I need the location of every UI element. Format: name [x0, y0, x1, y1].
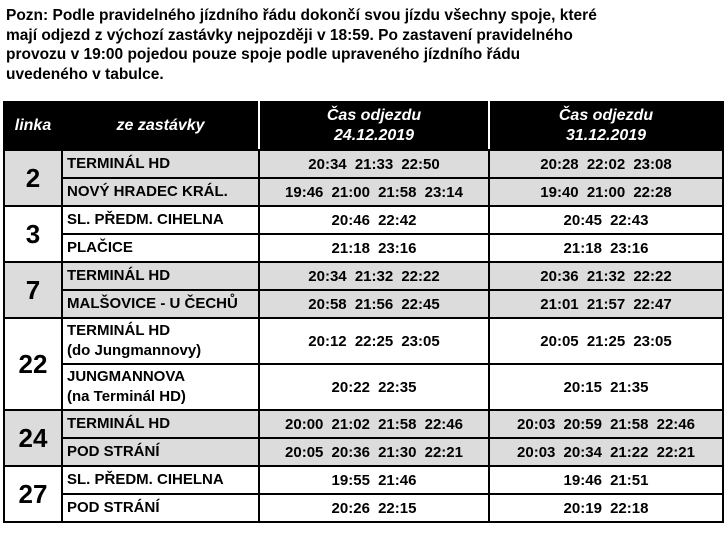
- header-from-stop: ze zastávky: [62, 102, 259, 150]
- header-departure-label: Čas odjezdu: [326, 107, 422, 124]
- departure-times-31-12: 20:45 22:43: [489, 206, 723, 234]
- departure-times-31-12: 20:36 21:32 22:22: [489, 262, 723, 290]
- stop-name-line: PLAČICE: [67, 239, 133, 256]
- stop-name: [62, 318, 259, 364]
- header-linka: linka: [4, 102, 62, 150]
- stop-name-line: (na Terminál HD): [67, 388, 186, 405]
- stop-name-line: TERMINÁL HD: [67, 322, 171, 339]
- timetable: [3, 101, 724, 523]
- departure-times-24-12: 20:34 21:33 22:50: [259, 150, 489, 178]
- table-row: [4, 364, 723, 410]
- stop-name-line: (do Jungmannovy): [67, 342, 202, 359]
- note-line: Pozn: Podle pravidelného jízdního řádu dokončí svou jízdu všechny spoje, které: [6, 7, 597, 24]
- table-row: [4, 290, 723, 318]
- line-number: 3: [4, 206, 62, 262]
- departure-times-24-12: 20:46 22:42: [259, 206, 489, 234]
- stop-name: [62, 466, 259, 494]
- departure-times-31-12: 20:28 22:02 23:08: [489, 150, 723, 178]
- departure-times-24-12: 20:34 21:32 22:22: [259, 262, 489, 290]
- stop-name: [62, 150, 259, 178]
- departure-times-24-12: 20:12 22:25 23:05: [259, 318, 489, 364]
- departure-times-24-12: 20:00 21:02 21:58 22:46: [259, 410, 489, 438]
- table-row: [4, 494, 723, 522]
- table-row: [4, 206, 723, 234]
- timetable-header-row: [4, 102, 723, 150]
- table-row: [4, 466, 723, 494]
- header-date: 24.12.2019: [333, 127, 415, 144]
- stop-name: [62, 438, 259, 466]
- departure-times-31-12: 19:46 21:51: [489, 466, 723, 494]
- stop-name: [62, 494, 259, 522]
- departure-times-31-12: 20:05 21:25 23:05: [489, 318, 723, 364]
- table-row: [4, 234, 723, 262]
- departure-times-24-12: 20:22 22:35: [259, 364, 489, 410]
- departure-times-31-12: 20:15 21:35: [489, 364, 723, 410]
- departure-times-31-12: 19:40 21:00 22:28: [489, 178, 723, 206]
- departure-times-24-12: 20:26 22:15: [259, 494, 489, 522]
- departure-times-31-12: 21:18 23:16: [489, 234, 723, 262]
- line-number: 22: [4, 318, 62, 410]
- stop-name-line: JUNGMANNOVA: [67, 368, 186, 385]
- departure-times-24-12: 19:46 21:00 21:58 23:14: [259, 178, 489, 206]
- departure-times-31-12: 20:03 20:34 21:22 22:21: [489, 438, 723, 466]
- note-line: mají odjezd z výchozí zastávky nejpozději v 18:59. Po zastavení pravidelného: [6, 26, 573, 44]
- line-number: 7: [4, 262, 62, 318]
- stop-name-line: NOVÝ HRADEC KRÁL.: [67, 183, 228, 200]
- stop-name-line: TERMINÁL HD: [67, 267, 171, 284]
- departure-times-31-12: 20:19 22:18: [489, 494, 723, 522]
- note-line: uvedeného v tabulce.: [6, 65, 164, 83]
- header-departure-label: Čas odjezdu: [558, 107, 654, 124]
- stop-name: [62, 364, 259, 410]
- table-row: [4, 318, 723, 364]
- departure-times-31-12: 21:01 21:57 22:47: [489, 290, 723, 318]
- table-row: [4, 178, 723, 206]
- line-number: 2: [4, 150, 62, 206]
- line-number: 27: [4, 466, 62, 522]
- header-date: 31.12.2019: [565, 127, 647, 144]
- stop-name-line: TERMINÁL HD: [67, 155, 171, 172]
- stop-name-line: POD STRÁNÍ: [67, 443, 160, 460]
- stop-name-line: POD STRÁNÍ: [67, 499, 160, 516]
- stop-name-line: MALŠOVICE - U ČECHŮ: [67, 295, 238, 312]
- departure-times-24-12: 21:18 23:16: [259, 234, 489, 262]
- table-row: [4, 262, 723, 290]
- header-departure-31-12: [489, 102, 723, 150]
- departure-times-24-12: 19:55 21:46: [259, 466, 489, 494]
- line-number: 24: [4, 410, 62, 466]
- departure-times-24-12: 20:05 20:36 21:30 22:21: [259, 438, 489, 466]
- stop-name: [62, 290, 259, 318]
- note-line: provozu v 19:00 pojedou pouze spoje podle upraveného jízdního řádu: [6, 46, 521, 64]
- departure-times-31-12: 20:03 20:59 21:58 22:46: [489, 410, 723, 438]
- stop-name: [62, 262, 259, 290]
- stop-name: [62, 410, 259, 438]
- stop-name: [62, 234, 259, 262]
- stop-name: [62, 206, 259, 234]
- note-paragraph: [6, 6, 720, 84]
- stop-name-line: SL. PŘEDM. CIHELNA: [67, 211, 224, 228]
- stop-name-line: SL. PŘEDM. CIHELNA: [67, 471, 224, 488]
- stop-name-line: TERMINÁL HD: [67, 415, 171, 432]
- table-row: [4, 150, 723, 178]
- stop-name: [62, 178, 259, 206]
- table-row: [4, 438, 723, 466]
- departure-times-24-12: 20:58 21:56 22:45: [259, 290, 489, 318]
- header-departure-24-12: [259, 102, 489, 150]
- table-row: [4, 410, 723, 438]
